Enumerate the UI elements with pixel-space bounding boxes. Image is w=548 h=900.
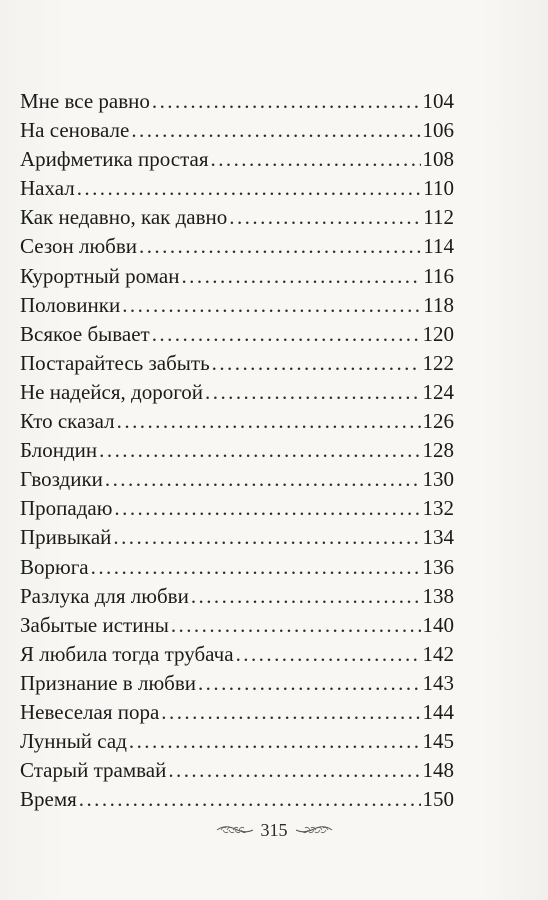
toc-entry — [20, 145, 454, 174]
toc-entry-page: 126 — [422, 409, 454, 434]
toc-entry-page: 142 — [422, 641, 454, 666]
dot-leader — [181, 262, 421, 291]
toc-entry-title: Как недавно, как давно — [20, 205, 228, 230]
dot-leader — [152, 320, 421, 349]
dot-leader — [171, 611, 421, 640]
toc-entry-title: Невеселая пора — [20, 699, 160, 724]
page-footer — [0, 815, 548, 845]
toc-entry-title: Курортный роман — [20, 263, 180, 288]
toc-entry-page: 134 — [422, 525, 454, 550]
toc-entry — [20, 291, 454, 320]
toc-entry — [20, 262, 454, 291]
floral-ornament-icon — [294, 823, 334, 837]
dot-leader — [105, 465, 421, 494]
toc-entry-title: Нахал — [20, 176, 75, 201]
toc-entry — [20, 116, 454, 145]
dot-leader — [191, 582, 421, 611]
toc-entry-title: Признание в любви — [20, 670, 196, 695]
dot-leader — [139, 232, 421, 261]
toc-entry-title: Время — [20, 787, 77, 812]
toc-entry-title: Мне все равно — [20, 89, 150, 113]
dot-leader — [212, 349, 421, 378]
dot-leader — [211, 145, 421, 174]
toc-entry-page: 118 — [423, 292, 454, 317]
toc-entry — [20, 698, 454, 727]
toc-entry — [20, 465, 454, 494]
dot-leader — [229, 203, 421, 232]
toc-entry-title: Привыкай — [20, 525, 112, 550]
dot-leader — [152, 87, 421, 116]
toc-entry — [20, 378, 454, 407]
dot-leader — [77, 174, 422, 203]
dot-leader — [131, 116, 420, 145]
toc-entry-title: Всякое бывает — [20, 321, 150, 346]
toc-entry — [20, 553, 454, 582]
toc-entry — [20, 436, 454, 465]
toc-entry-page: 120 — [422, 321, 454, 346]
toc-entry — [20, 407, 454, 436]
toc-entry — [20, 727, 454, 756]
toc-entry-page: 108 — [422, 147, 454, 172]
toc-entry — [20, 232, 454, 261]
dot-leader — [114, 494, 420, 523]
toc-entry-page: 114 — [423, 234, 454, 259]
toc-entry-title: Старый трамвай — [20, 758, 167, 783]
toc-entry-page: 112 — [423, 205, 454, 230]
dot-leader — [117, 407, 421, 436]
toc-entry-title: Лунный сад — [20, 729, 127, 754]
toc-entry-title: Арифметика простая — [20, 147, 209, 172]
toc-entry-title: Половинки — [20, 292, 121, 317]
toc-entry-title: Разлука для любви — [20, 583, 189, 608]
toc-entry — [20, 203, 454, 232]
toc-entry-page: 136 — [422, 554, 454, 579]
toc-entry-page: 143 — [422, 670, 454, 695]
toc-entry — [20, 87, 454, 116]
toc-entry — [20, 349, 454, 378]
toc-entry-title: Кто сказал — [20, 409, 115, 434]
page-number: 315 — [260, 819, 288, 840]
toc-entry-title: Блондин — [20, 438, 98, 463]
floral-ornament-icon — [215, 823, 255, 837]
toc-entry-page: 130 — [422, 467, 454, 492]
toc-entry-page: 140 — [422, 612, 454, 637]
toc-entry-title: Забытые истины — [20, 612, 169, 637]
toc-entry — [20, 611, 454, 640]
toc-entry-page: 132 — [422, 496, 454, 521]
toc-entry-page: 106 — [422, 118, 454, 143]
toc-entry — [20, 174, 454, 203]
toc-entry-page: 144 — [422, 699, 454, 724]
toc-entry-title: Сезон любви — [20, 234, 138, 259]
toc-entry-page: 122 — [422, 350, 454, 375]
dot-leader — [198, 669, 421, 698]
dot-leader — [168, 756, 420, 785]
dot-leader — [122, 291, 421, 320]
toc-entry-page: 124 — [422, 379, 454, 404]
dot-leader — [236, 640, 421, 669]
toc-entry — [20, 494, 454, 523]
toc-entry-title: Гвоздики — [20, 467, 103, 492]
toc-entry-title: Постарайтесь забыть — [20, 350, 210, 375]
toc-entry-page: 110 — [423, 176, 454, 201]
toc-entry-page: 150 — [422, 787, 454, 812]
toc-entry — [20, 523, 454, 552]
toc-entry — [20, 785, 454, 814]
toc-entry-page: 145 — [422, 729, 454, 754]
toc-entry-title: Не надейся, дорогой — [20, 379, 204, 404]
toc-entry — [20, 756, 454, 785]
dot-leader — [113, 523, 420, 552]
toc-entry — [20, 640, 454, 669]
table-of-contents — [20, 87, 454, 814]
toc-entry-page: 104 — [422, 89, 454, 113]
toc-entry-page: 128 — [422, 438, 454, 463]
toc-entry-title: Пропадаю — [20, 496, 113, 521]
toc-entry-title: На сеновале — [20, 118, 130, 143]
toc-entry-title: Ворюга — [20, 554, 89, 579]
toc-entry — [20, 320, 454, 349]
toc-entry-page: 148 — [422, 758, 454, 783]
toc-entry-title: Я любила тогда трубача — [20, 641, 234, 666]
dot-leader — [91, 553, 421, 582]
dot-leader — [161, 698, 420, 727]
dot-leader — [99, 436, 420, 465]
toc-entry — [20, 669, 454, 698]
toc-entry-page: 138 — [422, 583, 454, 608]
dot-leader — [205, 378, 420, 407]
dot-leader — [79, 785, 421, 814]
toc-entry — [20, 582, 454, 611]
toc-entry-page: 116 — [423, 263, 454, 288]
dot-leader — [129, 727, 421, 756]
